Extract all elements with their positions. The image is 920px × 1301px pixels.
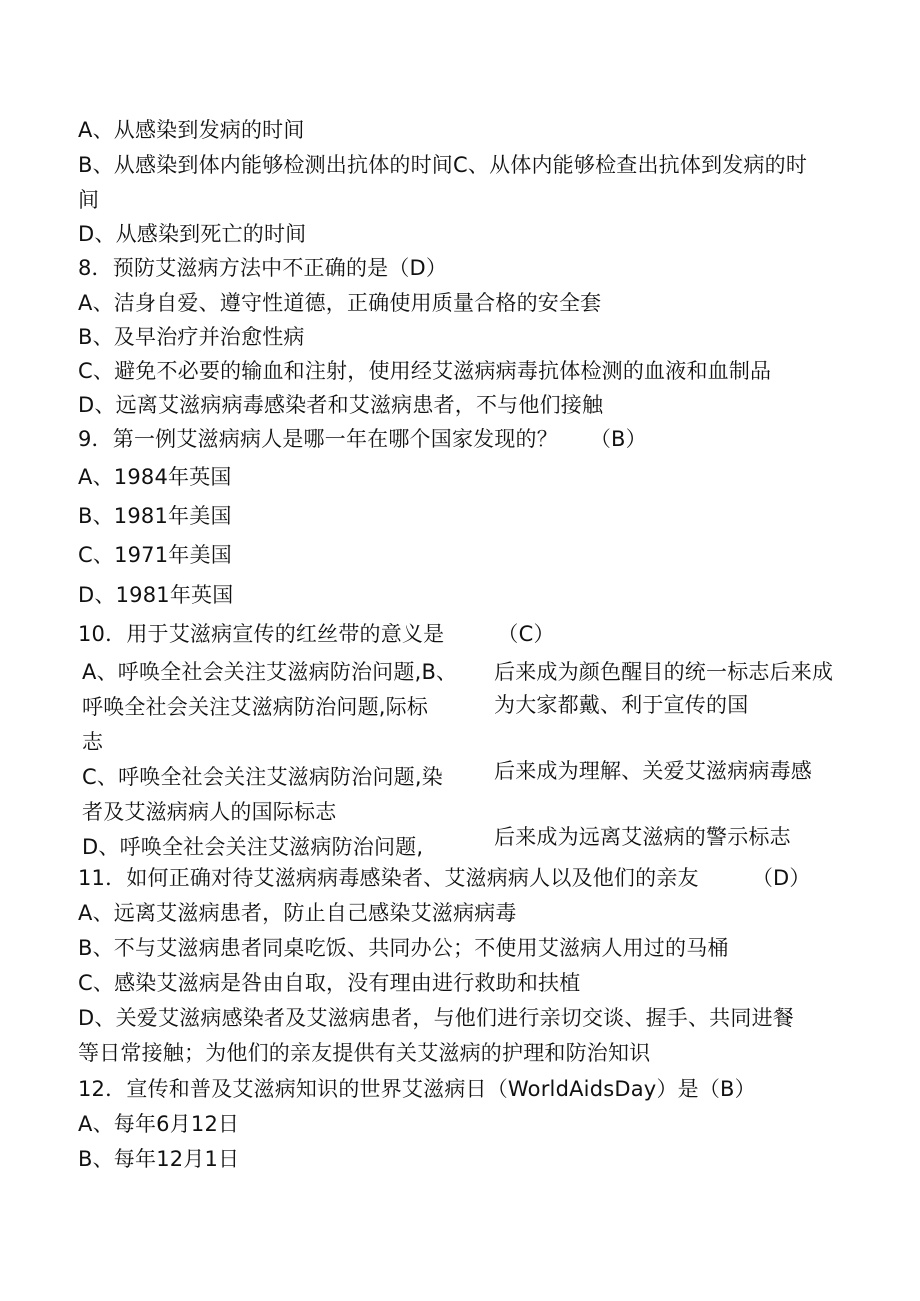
q10-left-line: D、呼唤全社会关注艾滋病防治问题, [82,835,424,859]
q10-left-line: C、呼唤全社会关注艾滋病防治问题,染 [82,765,443,789]
question-12: 12．宣传和普及艾滋病知识的世界艾滋病日（WorldAidsDay）是（B） [78,1077,756,1101]
q11-option-b: B、不与艾滋病患者同桌吃饭、共同办公；不使用艾滋病人用过的马桶 [78,936,729,960]
q11-option-a: A、远离艾滋病患者，防止自己感染艾滋病病毒 [78,901,517,925]
option-c-continuation: 间 [78,188,100,212]
q9-option-b: B、1981年美国 [78,504,232,528]
q10-right-line: 后来成为颜色醒目的统一标志后来成 [494,660,834,684]
q10-left-line: 者及艾滋病病人的国际标志 [82,800,337,824]
q9-option-c: C、1971年美国 [78,543,232,567]
q9-option-a: A、1984年英国 [78,465,232,489]
q11-option-d: D、关爱艾滋病感染者及艾滋病患者，与他们进行亲切交谈、握手、共同进餐 [78,1006,794,1030]
question-9: 9．第一例艾滋病病人是哪一年在哪个国家发现的？ （B） [78,427,647,451]
q12-option-a: A、每年6月12日 [78,1112,240,1136]
q8-option-d: D、远离艾滋病病毒感染者和艾滋病患者，不与他们接触 [78,393,604,417]
q10-right-line: 为大家都戴、利于宣传的国 [494,693,749,717]
option-a-line: A、从感染到发病的时间 [78,118,305,142]
q8-option-a: A、洁身自爱、遵守性道德，正确使用质量合格的安全套 [78,291,602,315]
q12-option-b: B、每年12月1日 [78,1147,240,1171]
q10-left-line: 呼唤全社会关注艾滋病防治问题,际标 [82,695,429,719]
question-8: 8．预防艾滋病方法中不正确的是（D） [78,256,448,280]
q8-option-b: B、及早治疗并治愈性病 [78,325,305,349]
q9-option-d: D、1981年英国 [78,583,234,607]
question-11: 11．如何正确对待艾滋病病毒感染者、艾滋病病人以及他们的亲友 （D） [78,866,811,890]
q10-right-line: 后来成为远离艾滋病的警示标志 [494,825,791,849]
q10-right-line: 后来成为理解、关爱艾滋病病毒感 [494,759,812,783]
q10-left-line: A、呼唤全社会关注艾滋病防治问题,B、 [82,660,458,684]
q11-option-c: C、感染艾滋病是咎由自取，没有理由进行救助和扶植 [78,971,581,995]
q8-option-c: C、避免不必要的输血和注射，使用经艾滋病病毒抗体检测的血液和血制品 [78,359,772,383]
option-d-line: D、从感染到死亡的时间 [78,222,307,246]
q10-left-line: 志 [82,730,104,754]
question-10: 10．用于艾滋病宣传的红丝带的意义是 （C） [78,622,555,646]
q11-option-d-continuation: 等日常接触；为他们的亲友提供有关艾滋病的护理和防治知识 [78,1041,651,1065]
option-b-c-line: B、从感染到体内能够检测出抗体的时间C、从体内能够检查出抗体到发病的时 [78,153,808,177]
